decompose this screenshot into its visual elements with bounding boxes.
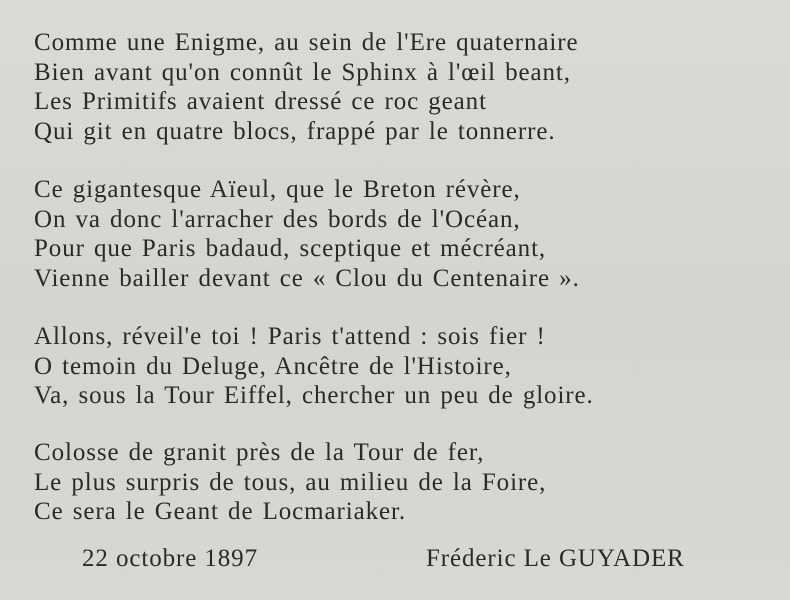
poem-line: Le plus surpris de tous, au milieu de la Foire, [34, 468, 547, 496]
poem-line: Qui git en quatre blocs, frappé par le tonnerre. [34, 117, 556, 145]
poem-date: 22 octobre 1897 [82, 545, 258, 572]
poem-line: Va, sous la Tour Eiffel, chercher un peu de gloire. [34, 382, 594, 409]
poem-line: Comme une Enigme, au sein de l'Ere quaternaire [34, 29, 579, 56]
poem-line: Colosse de granit près de la Tour de fer, [34, 439, 485, 466]
stanza-1 [34, 28, 578, 146]
poem-line: Vienne bailler devant ce « Clou du Centenaire ». [34, 264, 580, 292]
poem-line: Ce sera le Geant de Locmariaker. [34, 498, 406, 525]
poem-line: Bien avant qu'on connût le Sphinx à l'œil beant, [34, 58, 571, 86]
stanza-2 [34, 175, 580, 293]
stanza-4 [34, 438, 546, 527]
poem-line: On va donc l'arracher des bords de l'Océan, [34, 205, 521, 233]
poem-line: Ce gigantesque Aïeul, que le Breton révère, [34, 176, 521, 203]
stanza-3 [34, 322, 594, 411]
poem-line: Les Primitifs avaient dressé ce roc geant [34, 88, 487, 115]
poem-footer [0, 545, 790, 579]
poem-line: Pour que Paris badaud, sceptique et mécréant, [34, 235, 547, 262]
poem-line: Allons, réveil'e toi ! Paris t'attend : sois fier ! [34, 323, 546, 350]
poem-line: O temoin du Deluge, Ancêtre de l'Histoire, [34, 352, 512, 380]
author-signature: Fréderic Le GUYADER [426, 545, 685, 572]
